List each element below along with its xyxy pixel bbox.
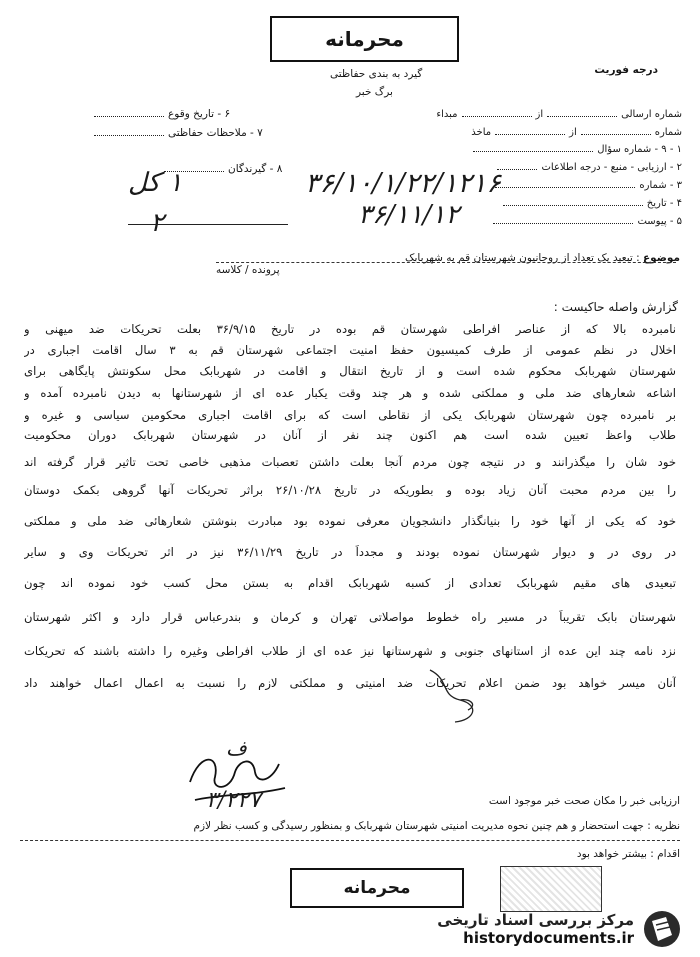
handwritten-code-2: ۳۶/۱۱/۱۲ [358, 200, 460, 230]
report-heading: گزارش واصله حاکیست : [553, 300, 678, 314]
report-line-11: تبعیدی های مقیم شهربابک تعدادی از کسبه شهربابک اقدام به بستن محل کسب خود نموده اند چون [24, 576, 676, 590]
handwritten-mark-1: ۱ کل [128, 168, 183, 198]
form-field-row-1: شماره ارسالیازمبداء [436, 109, 682, 120]
registry-stamp [500, 866, 602, 912]
form-field-row-7: ۵ - پیوست [489, 215, 682, 227]
subject-line: موضوع : تبعید یک تعداد از روحانیون شهرستان قم به شهربابک [405, 252, 680, 264]
report-line-4: اشاعه شعارهای ضد ملی و مملکتی شده و هر چند وقت یکبار عده ای از شهرستانها به دیدن نامبرده آمده و [24, 386, 676, 400]
classification-stamp-top: محرمانه [270, 16, 459, 62]
form-field-row-3: ۱ - ۹ - شماره سؤال [469, 143, 682, 155]
subject-rule [216, 262, 676, 263]
header-subtitle-2: برگ خبر [356, 86, 393, 98]
footer-line-3: اقدام : بیشتر خواهد بود [576, 848, 680, 860]
report-line-1: نامبرده بالا که از عناصر افراطی شهرستان قم بوده در تاریخ ۳۶/۹/۱۵ بعلت تحریکات ضد میهنی و [24, 322, 676, 336]
report-line-14: آنان میسر خواهد بود ضمن اعلام تحریکات ضد امنیتی و مملکتی لازم را نسبت به اعمال اعمال خواهند داد [24, 676, 676, 690]
watermark-org-name: مرکز بررسی اسناد تاریخی [437, 911, 634, 929]
report-line-7: خود شان را میگذرانند و در نتیجه چون مردم آنجا بعلت داشتن تعصبات مذهبی خاصی تحت تاثیر قرار گرفته اند [24, 455, 676, 469]
report-line-9: خود که یکی از آنها خود را بنیانگذار دانشجویان معرفی نموده بود مبادرت بنوشتن شعارهائی ضد ملی و مملکتی [24, 514, 676, 528]
classification-stamp-bottom: محرمانه [290, 868, 464, 908]
form-field-left-3: ۸ - گیرندگان [160, 163, 282, 175]
handwritten-code-1: ۳۶/۱۰/۱/۲۲/۱۲۱۶ [305, 168, 501, 199]
file-label: پرونده / کلاسه [216, 264, 280, 276]
report-line-8: را بین مردم محبت آنان زیاد بوده و بطوریکه در تاریخ ۲۶/۱۰/۲۸ براثر تحریکات آنها گروهی بکمک دوستان [24, 483, 676, 497]
watermark-url: historydocuments.ir [463, 929, 634, 947]
form-field-row-4: ۲ - ارزیابی - منبع - درجه اطلاعات [493, 161, 682, 173]
report-line-13: نزد نامه چند این عده از استانهای جنوبی و شهرستانها نیز عده ای از طلاب افراطی وغیره را داشته باشند که تحریکات [24, 644, 676, 658]
margin-scribble [420, 660, 490, 730]
handwritten-underline [128, 224, 288, 225]
report-line-6: طلاب واعظ تعیین شده است هم اکنون چند نفر از آنان در شهرستان شهربابک دوران محکومیت [24, 428, 676, 442]
signature-initial: ف [226, 736, 247, 760]
footer-handwritten-number: ۳/۲۲۷ [206, 788, 261, 813]
report-line-2: اخلال در نظم عمومی از طرف کمیسیون حفظ امنیت اجتماعی شهرستان قم به ۳ سال اقامت اجباری در [24, 343, 676, 357]
form-field-left-2: ۷ - ملاحظات حفاظتی [90, 127, 263, 139]
header-subtitle: گیرد به بندی حفاظتی [330, 68, 423, 80]
report-line-5: بر نامبرده چون شهرستان شهربابک یکی از نقاطی است که برای اقامت اجباری محکومین سیاسی و غیره و [24, 408, 676, 422]
watermark [437, 909, 682, 949]
report-line-12: شهرستان بابک تقریباً در مسیر راه خطوط مواصلاتی تهران و کرمان و بندرعباس قرار دارد و اکثر شهرستان [24, 610, 676, 624]
urgency-label: درجه فوریت [594, 64, 658, 76]
form-field-row-6: ۴ - تاریخ [499, 197, 682, 209]
archive-logo-icon [642, 909, 682, 949]
form-field-left-1: ۶ - تاریخ وقوع [90, 108, 230, 120]
handwritten-mark-2: ۲ [150, 208, 164, 238]
form-field-row-5: ۳ - شماره [491, 179, 682, 191]
report-line-3: شهرستان شهربابک محکوم شده است و از تاریخ انتقال و اقامت در شهربابک محل سکونتش پایگاهی برای [24, 364, 676, 378]
footer-line-2: نظریه : جهت استحضار و هم چنین نحوه مدیریت امنیتی شهرستان شهربابک و بمنظور رسیدگی و کسب نظر لازم [193, 820, 680, 832]
footer-rule [20, 840, 680, 841]
footer-line-1: ارزیابی خبر را مکان صحت خبر موجود است [488, 795, 680, 807]
form-field-row-2: شمارهازماخذ [471, 127, 682, 138]
report-line-10: در روی در و دیوار شهرستان نموده بودند و مجدداً در تاریخ ۳۶/۱۱/۲۹ نیز در اثر تحریکات وی و سایر [24, 545, 676, 559]
